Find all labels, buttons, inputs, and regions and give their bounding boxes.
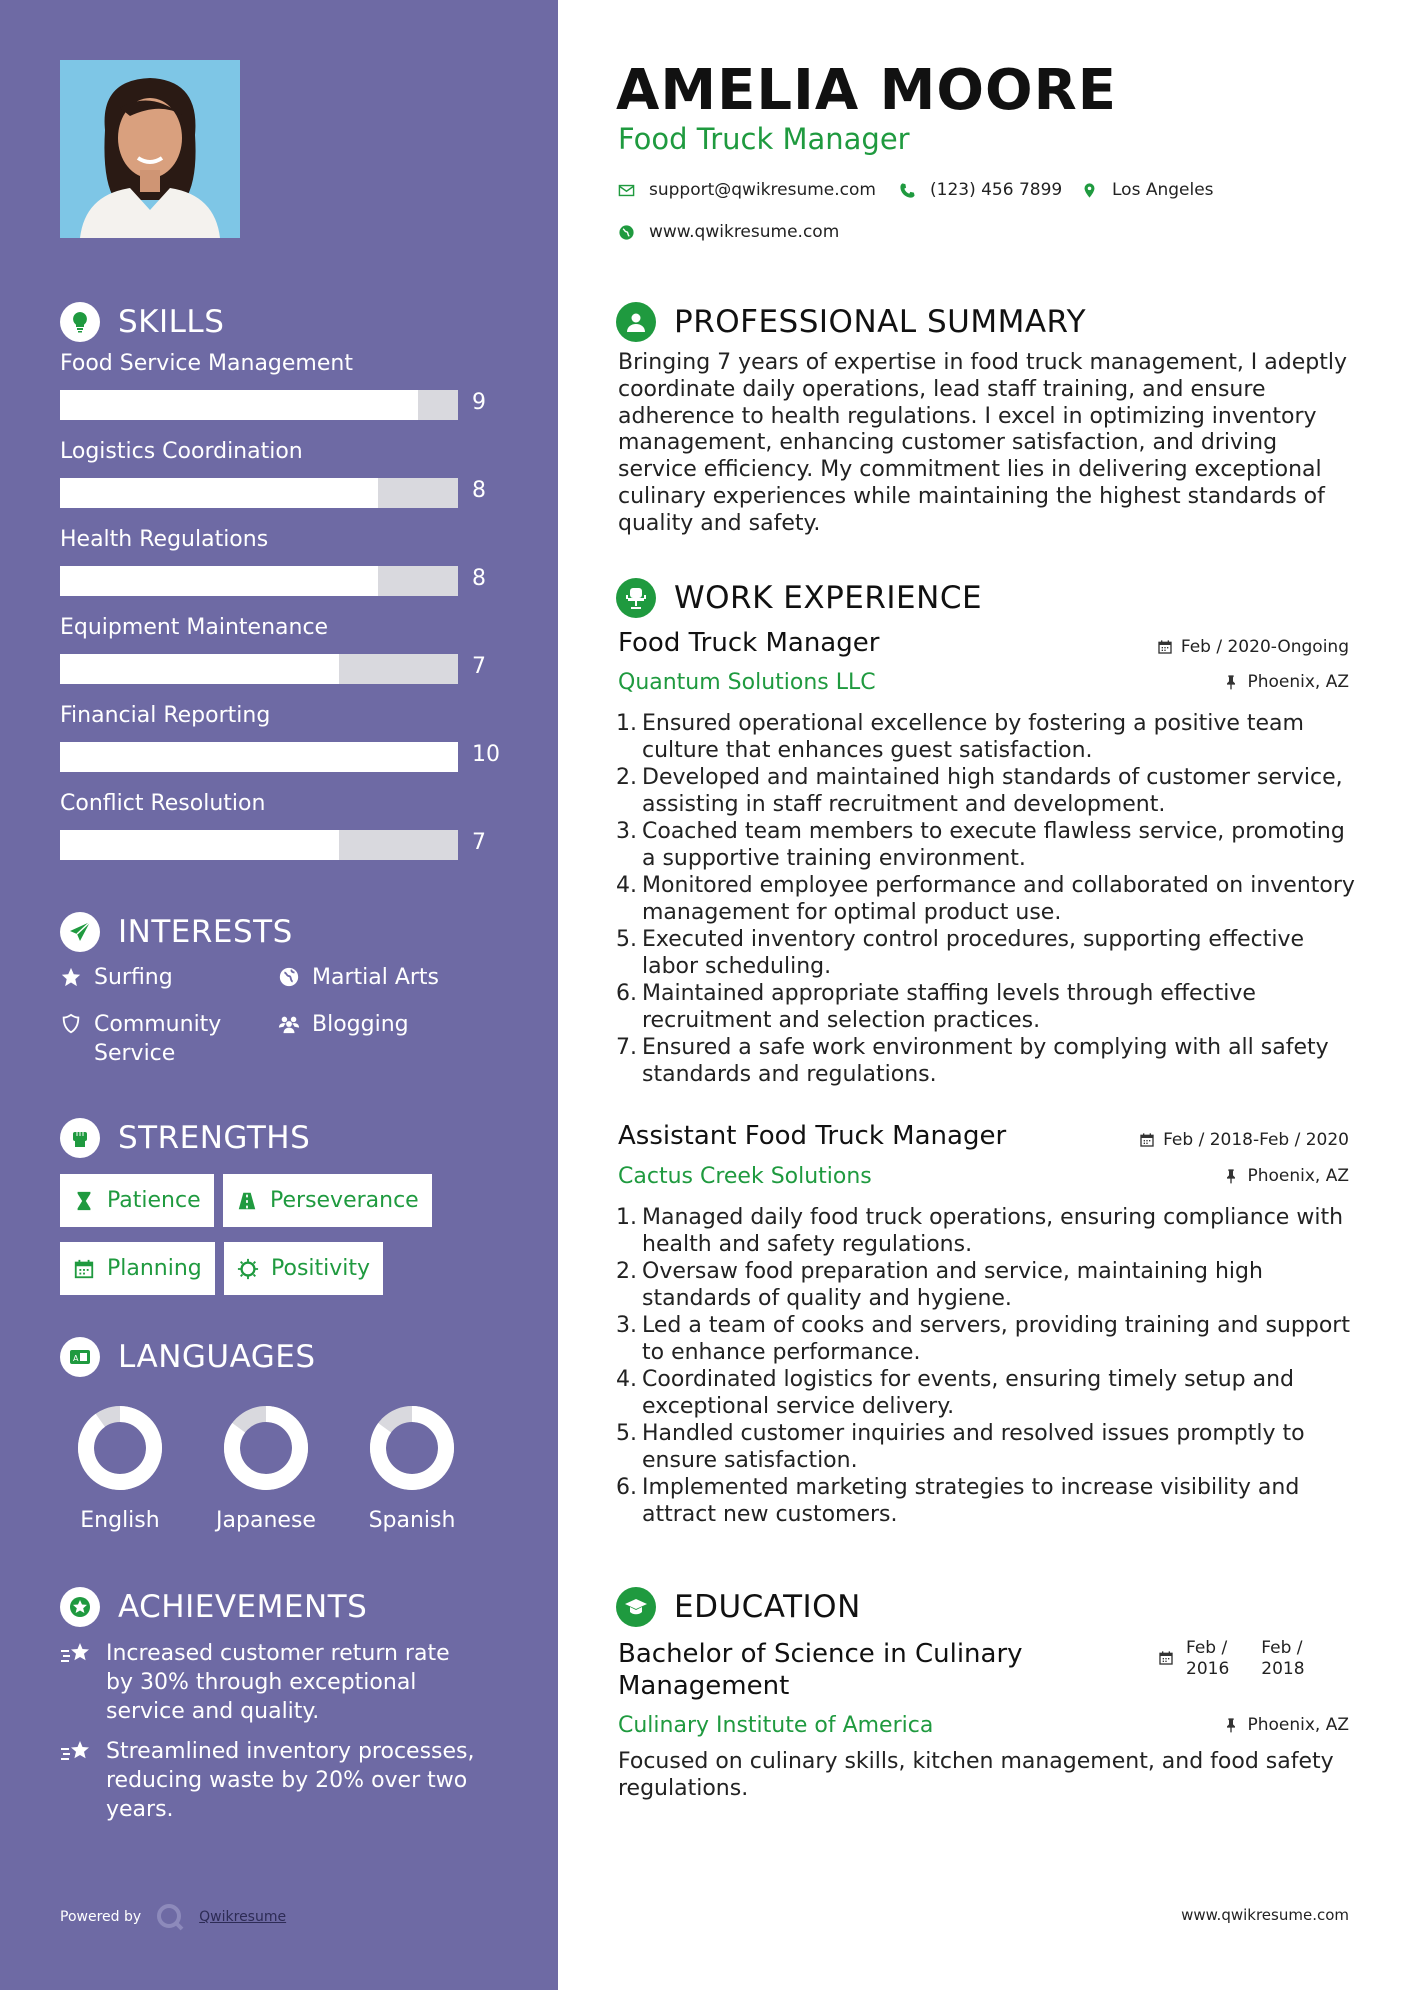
job-location-text: Phoenix, AZ (1247, 672, 1349, 692)
shooting-star-icon (60, 1641, 92, 1669)
interest-label: Surfing (94, 965, 173, 990)
globe-icon (278, 966, 300, 988)
summary-text: Bringing 7 years of expertise in food truck management, I adeptly coordinate daily operations, lead staff training, and ensure adherence to health regulations. I excel in optimizing inventory management, enhancing customer satisfaction, and driving service efficiency. My commitment lies in delivering exceptional culinary experiences while maintaining the highest standards of quality and safety. (618, 350, 1347, 536)
job-duties-list (616, 1204, 1361, 1528)
skill-bar (60, 478, 458, 508)
duty-number: 1. (616, 711, 637, 736)
strengths-heading (60, 1118, 310, 1158)
skill-bar-fill (60, 390, 418, 420)
powered-by (60, 1902, 286, 1932)
duty-number: 7. (616, 1035, 637, 1060)
user-icon (616, 302, 656, 342)
job-title: Food Truck Manager (618, 628, 880, 658)
skill-name: Food Service Management (60, 351, 353, 376)
globe-icon (618, 224, 635, 241)
school-name: Culinary Institute of America (618, 1713, 934, 1738)
end-year: 2018 (1261, 1659, 1305, 1679)
sidebar (0, 0, 558, 1990)
experience-heading (616, 578, 982, 618)
interests-title: INTERESTS (118, 914, 293, 950)
duty-item (616, 1474, 1361, 1528)
job-dates-text: Feb / 2018-Feb / 2020 (1163, 1130, 1349, 1150)
skills-title: SKILLS (118, 304, 225, 340)
education-end (1261, 1638, 1304, 1680)
duty-number: 6. (616, 1475, 637, 1500)
job-location (1223, 672, 1349, 692)
contact-email (618, 180, 876, 200)
phone-text: (123) 456 7899 (930, 180, 1063, 200)
job-duties-list (616, 710, 1361, 1088)
interest-label: Martial Arts (312, 965, 440, 990)
skill-value: 7 (472, 830, 486, 855)
strengths-title: STRENGTHS (118, 1120, 311, 1156)
skill-bar (60, 566, 458, 596)
duty-item (616, 1258, 1361, 1312)
skill-value: 9 (472, 390, 486, 415)
users-icon (278, 1013, 300, 1035)
duty-number: 4. (616, 873, 637, 898)
skill-bar (60, 390, 458, 420)
skills-heading (60, 302, 224, 342)
education-description: Focused on culinary skills, kitchen management, and food safety regulations. (618, 1749, 1334, 1801)
skill-name: Financial Reporting (60, 703, 271, 728)
skill-name: Logistics Coordination (60, 439, 303, 464)
skill-bar-fill (60, 742, 458, 772)
duty-number: 2. (616, 765, 637, 790)
achievements-heading (60, 1587, 367, 1627)
lightbulb-icon (60, 302, 100, 342)
duty-text: Implemented marketing strategies to increase visibility and attract new customers. (642, 1475, 1300, 1527)
language-icon (60, 1337, 100, 1377)
svg-text:A: A (73, 1354, 79, 1363)
education-dates (1158, 1638, 1305, 1680)
pushpin-icon (1223, 674, 1239, 690)
strength-badge (60, 1174, 214, 1227)
duty-item (616, 980, 1361, 1034)
duty-item (616, 710, 1361, 764)
fist-icon (60, 1118, 100, 1158)
road-icon (236, 1190, 258, 1212)
language-donut (74, 1402, 166, 1494)
contact-website (618, 222, 839, 242)
interest-item (60, 963, 173, 992)
job-location (1223, 1166, 1349, 1186)
contact-location (1081, 180, 1214, 200)
company-name: Quantum Solutions LLC (618, 670, 876, 695)
duty-text: Executed inventory control procedures, supporting effective labor scheduling. (642, 927, 1305, 979)
job-dates-text: Feb / 2020-Ongoing (1180, 637, 1349, 657)
achievement-item (60, 1737, 480, 1824)
shield-icon (60, 1013, 82, 1035)
calendar-icon (1139, 1132, 1155, 1148)
strength-label: Perseverance (270, 1188, 419, 1213)
website-text[interactable]: www.qwikresume.com (649, 222, 840, 242)
duty-number: 4. (616, 1367, 637, 1392)
duty-text: Developed and maintained high standards of customer service, assisting in staff recruitment and development. (642, 765, 1343, 817)
hourglass-icon (73, 1190, 95, 1212)
summary-title: PROFESSIONAL SUMMARY (674, 304, 1087, 340)
duty-text: Ensured a safe work environment by complying with all safety standards and regulations. (642, 1035, 1329, 1087)
duty-text: Coordinated logistics for events, ensuring timely setup and exceptional service delivery. (642, 1367, 1294, 1419)
strength-label: Planning (107, 1256, 202, 1281)
qwikresume-link[interactable]: Qwikresume (199, 1909, 287, 1925)
summary-heading (616, 302, 1086, 342)
duty-text: Led a team of cooks and servers, providing training and support to enhance performance. (642, 1313, 1350, 1365)
skill-bar-fill (60, 830, 339, 860)
start-month: Feb / (1186, 1638, 1228, 1658)
duty-item (616, 1420, 1361, 1474)
duty-item (616, 818, 1361, 872)
award-star-icon (60, 1587, 100, 1627)
skill-bar (60, 830, 458, 860)
duty-number: 6. (616, 981, 637, 1006)
skill-bar-fill (60, 654, 339, 684)
language-donut (220, 1402, 312, 1494)
skill-bar-fill (60, 478, 378, 508)
duty-number: 3. (616, 819, 637, 844)
languages-title: LANGUAGES (118, 1339, 316, 1375)
skill-value: 8 (472, 566, 486, 591)
duty-text: Oversaw food preparation and service, maintaining high standards of quality and hygiene. (642, 1259, 1263, 1311)
phone-icon (899, 182, 916, 199)
start-year: 2016 (1186, 1659, 1230, 1679)
duty-number: 5. (616, 1421, 637, 1446)
skill-name: Health Regulations (60, 527, 269, 552)
email-text[interactable]: support@qwikresume.com (649, 180, 876, 200)
strength-badge (60, 1242, 215, 1295)
achievement-text: Streamlined inventory processes, reducing waste by 20% over two years. (106, 1739, 475, 1822)
duty-item (616, 1204, 1361, 1258)
interest-label: Blogging (312, 1012, 409, 1037)
education-location-text: Phoenix, AZ (1247, 1715, 1349, 1735)
shooting-star-icon (60, 1739, 92, 1767)
education-start (1186, 1638, 1229, 1680)
star-icon (60, 966, 82, 988)
skill-bar (60, 654, 458, 684)
profile-photo (60, 60, 240, 238)
skill-value: 7 (472, 654, 486, 679)
job-title: Assistant Food Truck Manager (618, 1121, 1007, 1151)
skill-value: 10 (472, 742, 500, 767)
skill-value: 8 (472, 478, 486, 503)
duty-item (616, 926, 1361, 980)
paper-plane-icon (60, 912, 100, 952)
donut-fill (86, 1414, 154, 1482)
interest-item (60, 1010, 240, 1068)
duty-item (616, 872, 1361, 926)
calendar-icon (73, 1258, 95, 1280)
education-title: EDUCATION (674, 1589, 861, 1625)
job-dates (1157, 637, 1349, 657)
duty-number: 1. (616, 1205, 637, 1230)
achievement-item (60, 1639, 480, 1726)
duty-item (616, 1312, 1361, 1366)
sun-icon (237, 1258, 259, 1280)
duty-item (616, 1034, 1361, 1088)
skill-name: Equipment Maintenance (60, 615, 329, 640)
duty-text: Coached team members to execute flawless service, promoting a supportive training environment. (642, 819, 1345, 871)
language-donut (366, 1402, 458, 1494)
powered-by-label: Powered by (60, 1909, 142, 1925)
duty-number: 2. (616, 1259, 637, 1284)
education-location (1223, 1715, 1349, 1735)
pushpin-icon (1223, 1168, 1239, 1184)
interest-item (278, 1010, 409, 1039)
language-label: Japanese (216, 1508, 316, 1533)
duty-item (616, 1366, 1361, 1420)
job-location-text: Phoenix, AZ (1247, 1166, 1349, 1186)
skill-bar (60, 742, 458, 772)
education-heading (616, 1587, 861, 1627)
company-name: Cactus Creek Solutions (618, 1164, 872, 1189)
footer-url[interactable]: www.qwikresume.com (1181, 1906, 1349, 1924)
language-label: Spanish (368, 1508, 456, 1533)
candidate-name: AMELIA MOORE (616, 58, 1117, 123)
office-chair-icon (616, 578, 656, 618)
skill-name: Conflict Resolution (60, 791, 266, 816)
strength-badge (223, 1174, 432, 1227)
degree-title: Bachelor of Science in Culinary Management (618, 1639, 1023, 1701)
experience-title: WORK EXPERIENCE (674, 580, 983, 616)
candidate-role: Food Truck Manager (618, 122, 910, 156)
duty-item (616, 764, 1361, 818)
contact-phone (899, 180, 1062, 200)
interests-heading (60, 912, 293, 952)
achievement-text: Increased customer return rate by 30% through exceptional service and quality. (106, 1641, 450, 1724)
duty-text: Maintained appropriate staffing levels through effective recruitment and selection practices. (642, 981, 1256, 1033)
pushpin-icon (1223, 1717, 1239, 1733)
interest-item (278, 963, 439, 992)
skill-bar-fill (60, 566, 378, 596)
main-column (558, 0, 1407, 1990)
job-dates (1139, 1130, 1349, 1150)
duty-text: Monitored employee performance and collaborated on inventory management for optimal product use. (642, 873, 1355, 925)
strength-label: Positivity (271, 1256, 371, 1281)
duty-number: 5. (616, 927, 637, 952)
graduation-icon (616, 1587, 656, 1627)
strength-badge (224, 1242, 383, 1295)
duty-number: 3. (616, 1313, 637, 1338)
end-month: Feb / (1261, 1638, 1303, 1658)
interest-label: Community Service (94, 1012, 222, 1066)
duty-text: Ensured operational excellence by fostering a positive team culture that enhances guest satisfaction. (642, 711, 1304, 763)
achievements-title: ACHIEVEMENTS (118, 1589, 368, 1625)
strength-label: Patience (107, 1188, 201, 1213)
duty-text: Managed daily food truck operations, ensuring compliance with health and safety regulations. (642, 1205, 1344, 1257)
calendar-icon (1157, 639, 1173, 655)
qwikresume-logo-icon (155, 1902, 185, 1932)
map-pin-icon (1081, 182, 1098, 199)
envelope-icon (618, 182, 635, 199)
location-text: Los Angeles (1112, 180, 1214, 200)
languages-heading (60, 1337, 316, 1377)
language-label: English (80, 1508, 160, 1533)
duty-text: Handled customer inquiries and resolved issues promptly to ensure satisfaction. (642, 1421, 1305, 1473)
calendar-icon (1158, 1650, 1174, 1666)
